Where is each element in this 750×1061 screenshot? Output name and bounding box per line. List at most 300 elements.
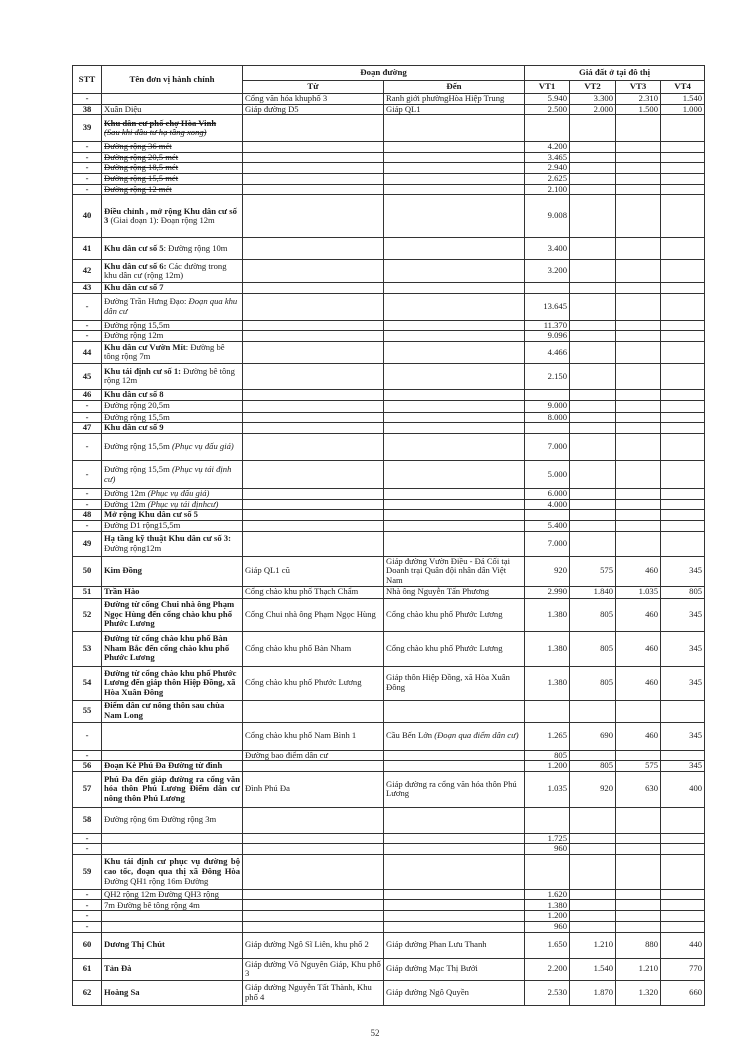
cell-vt2	[570, 531, 616, 556]
table-row	[73, 980, 705, 1005]
cell-vt4: 345	[661, 666, 705, 700]
cell-vt1: 1.380	[525, 666, 570, 700]
cell-vt2: 1.540	[570, 958, 616, 980]
cell-vt3: 460	[616, 556, 661, 586]
cell-from: Cổng chào khu phố Bàn Nham	[243, 631, 384, 666]
cell-to	[384, 412, 525, 423]
cell-vt1	[525, 807, 570, 833]
cell-from: Đường bao điểm dân cư	[243, 750, 384, 761]
cell-vt1: 2.150	[525, 363, 570, 389]
cell-vt1: 1.380	[525, 598, 570, 631]
cell-name-bold: Dương Thị Chút	[104, 939, 165, 950]
cell-vt4	[661, 833, 705, 844]
header-segment: Đoạn đường	[243, 66, 525, 81]
cell-from	[243, 283, 384, 294]
cell-stt: -	[73, 922, 102, 933]
cell-stt: 42	[73, 260, 102, 283]
cell-name-text: Đường rộng 18,5 mét	[104, 162, 179, 173]
cell-from	[243, 489, 384, 500]
cell-from	[243, 761, 384, 772]
table-row	[73, 531, 705, 556]
page-number: 52	[370, 1028, 380, 1038]
cell-vt3	[616, 499, 661, 510]
cell-vt2: 1.210	[570, 932, 616, 958]
cell-vt2: 575	[570, 556, 616, 586]
cell-stt: 38	[73, 104, 102, 115]
cell-stt: 56	[73, 761, 102, 772]
table-row	[73, 423, 705, 434]
cell-vt4: 805	[661, 586, 705, 598]
cell-from	[243, 900, 384, 911]
cell-vt3	[616, 152, 661, 163]
cell-to	[384, 556, 525, 586]
cell-stt: -	[73, 520, 102, 531]
cell-name	[102, 889, 243, 900]
cell-name-bold: Khu tái định cư phục vụ đường bộ cao tốc, đoạn qua thị xã Đông Hòa	[104, 856, 240, 877]
table-row	[73, 293, 705, 320]
cell-from	[243, 412, 384, 423]
table-row	[73, 750, 705, 761]
cell-name	[102, 932, 243, 958]
cell-name	[102, 293, 243, 320]
cell-vt1: 2.500	[525, 104, 570, 115]
cell-to	[384, 283, 525, 294]
cell-vt2	[570, 434, 616, 461]
cell-vt3: 460	[616, 631, 661, 666]
cell-vt2	[570, 461, 616, 489]
cell-name-bold: Tản Đà	[104, 963, 132, 974]
cell-name-text: : Đường rộng 10m	[163, 242, 228, 253]
cell-to	[384, 94, 525, 105]
cell-vt3	[616, 434, 661, 461]
cell-vt2	[570, 142, 616, 153]
cell-vt4	[661, 510, 705, 521]
cell-stt: -	[73, 499, 102, 510]
cell-vt1: 2.100	[525, 184, 570, 195]
cell-name-text: Đường rộng 12m	[104, 330, 164, 341]
cell-vt2: 805	[570, 761, 616, 772]
cell-stt: 46	[73, 389, 102, 400]
cell-vt1	[525, 510, 570, 521]
cell-from: Cổng chào khu phố Nam Bình 1	[243, 722, 384, 750]
cell-name	[102, 844, 243, 855]
header-from: Từ	[243, 81, 384, 94]
cell-name-bold: Đường từ cống Chui nhà ông Phạm Ngọc Hùng đến cổng chào khu phố Phước Lương	[104, 599, 235, 629]
cell-name	[102, 115, 243, 142]
cell-vt1: 5.940	[525, 94, 570, 105]
cell-vt1: 13.645	[525, 293, 570, 320]
cell-vt4	[661, 434, 705, 461]
cell-name-text: Đường 12m	[104, 488, 148, 499]
cell-vt3	[616, 389, 661, 400]
cell-name	[102, 911, 243, 922]
cell-to	[384, 750, 525, 761]
cell-vt3	[616, 461, 661, 489]
cell-vt4	[661, 341, 705, 363]
cell-vt2	[570, 260, 616, 283]
cell-name	[102, 807, 243, 833]
cell-name	[102, 238, 243, 260]
table-row	[73, 556, 705, 586]
cell-vt2	[570, 293, 616, 320]
cell-from	[243, 520, 384, 531]
cell-name-note: (Sau khi đầu tư hạ tầng xong)	[104, 127, 207, 138]
cell-vt3	[616, 400, 661, 412]
cell-to	[384, 510, 525, 521]
cell-vt2	[570, 854, 616, 889]
cell-stt: 62	[73, 980, 102, 1005]
cell-name	[102, 771, 243, 807]
cell-vt4	[661, 520, 705, 531]
table-row	[73, 499, 705, 510]
cell-stt: -	[73, 142, 102, 153]
cell-stt: -	[73, 722, 102, 750]
cell-from	[243, 833, 384, 844]
cell-vt3: 1.320	[616, 980, 661, 1005]
cell-vt2	[570, 499, 616, 510]
cell-stt: 49	[73, 531, 102, 556]
land-price-table	[72, 65, 705, 1006]
cell-vt1: 5.000	[525, 461, 570, 489]
cell-name	[102, 173, 243, 184]
table-row	[73, 94, 705, 105]
cell-name	[102, 598, 243, 631]
cell-vt1: 2.990	[525, 586, 570, 598]
cell-from: Cổng chào khu phố Phước Lương	[243, 666, 384, 700]
cell-vt3: 1.500	[616, 104, 661, 115]
cell-vt1: 1.380	[525, 900, 570, 911]
cell-vt3	[616, 142, 661, 153]
cell-to	[384, 173, 525, 184]
cell-name-italic: (Phục vụ đấu giá)	[147, 488, 210, 499]
cell-vt1: 1.200	[525, 761, 570, 772]
cell-to	[384, 520, 525, 531]
cell-stt: 50	[73, 556, 102, 586]
cell-vt3	[616, 807, 661, 833]
cell-vt1: 1.725	[525, 833, 570, 844]
cell-name-italic: (Phục vụ tái địnhcư)	[147, 499, 219, 509]
cell-vt1: 4.466	[525, 341, 570, 363]
cell-to	[384, 844, 525, 855]
table-row	[73, 932, 705, 958]
cell-vt3	[616, 341, 661, 363]
cell-stt: -	[73, 750, 102, 761]
cell-name-bold: Khu dân cư số 9	[104, 422, 164, 433]
cell-from	[243, 152, 384, 163]
cell-name	[102, 434, 243, 461]
cell-to	[384, 771, 525, 807]
cell-vt1: 920	[525, 556, 570, 586]
cell-vt4	[661, 400, 705, 412]
cell-vt4	[661, 412, 705, 423]
cell-name-text: Đường rộng 20,5m	[104, 400, 170, 411]
cell-vt1: 1.035	[525, 771, 570, 807]
cell-to	[384, 331, 525, 342]
cell-name	[102, 531, 243, 556]
table-row	[73, 700, 705, 722]
cell-vt3: 630	[616, 771, 661, 807]
cell-name	[102, 833, 243, 844]
cell-vt2	[570, 889, 616, 900]
cell-vt1	[525, 700, 570, 722]
table-row	[73, 958, 705, 980]
header-vt3: VT3	[616, 81, 661, 94]
cell-stt: 53	[73, 631, 102, 666]
cell-from	[243, 461, 384, 489]
cell-from	[243, 184, 384, 195]
cell-from: Cổng chào khu phố Thạch Chẩm	[243, 586, 384, 598]
cell-vt2	[570, 423, 616, 434]
cell-to	[384, 423, 525, 434]
cell-vt2: 805	[570, 631, 616, 666]
cell-name-bold: Khu dân cư số 8	[104, 389, 164, 399]
cell-name-italic: (Phục vụ tái định cư)	[104, 464, 232, 484]
cell-vt3	[616, 412, 661, 423]
cell-stt: 58	[73, 807, 102, 833]
cell-vt2	[570, 400, 616, 412]
cell-to	[384, 293, 525, 320]
table-row	[73, 807, 705, 833]
cell-vt1: 4.000	[525, 499, 570, 510]
table-row	[73, 889, 705, 900]
cell-vt1: 3.400	[525, 238, 570, 260]
cell-vt4	[661, 807, 705, 833]
cell-vt3	[616, 854, 661, 889]
cell-name-bold: Đoạn Kè Phú Đa Đường từ đình	[104, 760, 223, 771]
cell-name	[102, 363, 243, 389]
cell-from	[243, 510, 384, 521]
cell-vt1: 2.625	[525, 173, 570, 184]
cell-vt3	[616, 510, 661, 521]
cell-vt3	[616, 260, 661, 283]
cell-to	[384, 598, 525, 631]
cell-name	[102, 331, 243, 342]
cell-vt4	[661, 173, 705, 184]
cell-to	[384, 163, 525, 174]
cell-to	[384, 341, 525, 363]
table-row	[73, 900, 705, 911]
cell-name-italic: (Phục vụ đấu giá)	[171, 441, 234, 452]
cell-from: Giáp đường Ngô Sĩ Liên, khu phố 2	[243, 932, 384, 958]
cell-vt1: 11.370	[525, 320, 570, 331]
table-row	[73, 341, 705, 363]
cell-vt3	[616, 363, 661, 389]
cell-to-text: Giáp đường Ngô Quyền	[386, 986, 469, 997]
cell-stt: -	[73, 400, 102, 412]
cell-name	[102, 499, 243, 510]
table-row	[73, 520, 705, 531]
cell-from	[243, 260, 384, 283]
cell-name-bold: Hạ tầng kỹ thuật Khu dân cư số 3:	[104, 532, 231, 543]
cell-vt4	[661, 260, 705, 283]
cell-name	[102, 922, 243, 933]
cell-vt1: 9.096	[525, 331, 570, 342]
cell-vt3: 575	[616, 761, 661, 772]
cell-vt2	[570, 807, 616, 833]
cell-vt2	[570, 389, 616, 400]
cell-to	[384, 115, 525, 142]
cell-from: Giáp đường Võ Nguyên Giáp, Khu phố 3	[243, 958, 384, 980]
cell-vt2: 805	[570, 666, 616, 700]
cell-to	[384, 666, 525, 700]
cell-vt3: 1.210	[616, 958, 661, 980]
cell-from	[243, 389, 384, 400]
cell-from: Giáp QL1 cũ	[243, 556, 384, 586]
cell-name	[102, 142, 243, 153]
header-vt2: VT2	[570, 81, 616, 94]
cell-to	[384, 586, 525, 598]
cell-stt: -	[73, 184, 102, 195]
cell-stt: 40	[73, 195, 102, 238]
cell-vt4	[661, 911, 705, 922]
cell-vt4	[661, 423, 705, 434]
cell-vt1	[525, 854, 570, 889]
cell-to	[384, 104, 525, 115]
cell-vt4	[661, 700, 705, 722]
cell-name-bold: Đường từ cổng chào khu phố Phước Lương đến giáp thôn Hiệp Đồng, xã Hòa Xuân Đông	[104, 667, 237, 697]
cell-name	[102, 489, 243, 500]
table-row	[73, 844, 705, 855]
cell-stt: -	[73, 94, 102, 105]
cell-vt2	[570, 700, 616, 722]
cell-to	[384, 260, 525, 283]
header-name: Tên đơn vị hành chính	[102, 66, 243, 94]
cell-vt1: 7.000	[525, 434, 570, 461]
cell-from	[243, 700, 384, 722]
cell-name-text: Khu dân cư phố chợ Hòa Vinh	[104, 117, 217, 128]
cell-to	[384, 184, 525, 195]
cell-name-text: Đường rộng 20,5 mét	[104, 152, 179, 162]
cell-vt4	[661, 184, 705, 195]
cell-to	[384, 363, 525, 389]
cell-name-text: Đường rộng 36 mét	[104, 141, 172, 152]
cell-stt: 61	[73, 958, 102, 980]
cell-vt2	[570, 510, 616, 521]
cell-name-text: Đường bê tông rộng 12m	[104, 365, 235, 386]
cell-stt: 57	[73, 771, 102, 807]
cell-vt4	[661, 195, 705, 238]
cell-from: Giáp đường Nguyễn Tất Thành, Khu phố 4	[243, 980, 384, 1005]
cell-to	[384, 631, 525, 666]
cell-vt4: 440	[661, 932, 705, 958]
cell-from	[243, 531, 384, 556]
cell-vt1: 5.400	[525, 520, 570, 531]
table-row	[73, 761, 705, 772]
cell-name	[102, 389, 243, 400]
header-vt4: VT4	[661, 81, 705, 94]
cell-stt: 52	[73, 598, 102, 631]
cell-name-bold: Khu dân cư số 6:	[104, 260, 167, 271]
cell-name-bold: Điểm dân cư nông thôn sau chùa Nam Long	[104, 700, 225, 720]
cell-vt3	[616, 520, 661, 531]
cell-to-text: Giáp thôn Hiệp Đồng, xã Hòa Xuân Đông	[386, 672, 510, 692]
cell-name	[102, 510, 243, 521]
cell-to	[384, 499, 525, 510]
cell-from	[243, 854, 384, 889]
cell-from	[243, 922, 384, 933]
cell-vt2	[570, 184, 616, 195]
cell-vt2	[570, 195, 616, 238]
cell-vt2	[570, 363, 616, 389]
cell-vt2	[570, 412, 616, 423]
cell-name-bold: Kim Đồng	[104, 565, 142, 576]
cell-name	[102, 761, 243, 772]
cell-vt4	[661, 152, 705, 163]
cell-from	[243, 889, 384, 900]
cell-from	[243, 195, 384, 238]
cell-vt4	[661, 461, 705, 489]
cell-to-text: Giáp đường Vườn Điều - Đá Cối tại Doanh trại Quân đội nhân dân Việt Nam	[386, 556, 510, 585]
cell-from	[243, 844, 384, 855]
cell-name-text: Đường rộng12m	[104, 542, 162, 553]
cell-vt2	[570, 163, 616, 174]
cell-from	[243, 238, 384, 260]
cell-name-text: Đường rộng 15,5m	[104, 412, 170, 422]
cell-from: Cổng văn hóa khuphố 3	[243, 94, 384, 105]
cell-to-italic: (Đoạn qua điểm dân cư)	[434, 730, 519, 741]
cell-name	[102, 520, 243, 531]
cell-stt: 41	[73, 238, 102, 260]
cell-name	[102, 283, 243, 294]
cell-vt2	[570, 911, 616, 922]
table-row	[73, 412, 705, 423]
cell-name	[102, 320, 243, 331]
cell-to	[384, 142, 525, 153]
cell-name	[102, 586, 243, 598]
cell-stt: 44	[73, 341, 102, 363]
table-row	[73, 184, 705, 195]
cell-from	[243, 807, 384, 833]
cell-stt: -	[73, 331, 102, 342]
cell-name-bold: Khu dân cư số 7	[104, 282, 164, 293]
cell-name-bold: Khu tái định cư số 1:	[104, 365, 182, 376]
cell-vt1: 1.265	[525, 722, 570, 750]
cell-vt1: 9.000	[525, 400, 570, 412]
cell-vt4	[661, 293, 705, 320]
cell-vt2	[570, 173, 616, 184]
cell-name-text: Đường 12m	[104, 499, 148, 509]
cell-vt3: 460	[616, 598, 661, 631]
cell-to-text: Giáp đường Mạc Thị Bưởi	[386, 963, 478, 974]
cell-vt2	[570, 833, 616, 844]
cell-to-text: Ranh giới phườngHòa Hiệp Trung	[386, 93, 505, 103]
cell-name	[102, 260, 243, 283]
cell-name	[102, 163, 243, 174]
cell-stt: -	[73, 293, 102, 320]
cell-vt3: 460	[616, 722, 661, 750]
cell-vt3	[616, 184, 661, 195]
table-row	[73, 666, 705, 700]
cell-to	[384, 489, 525, 500]
cell-name	[102, 94, 243, 105]
cell-vt3	[616, 900, 661, 911]
cell-from	[243, 293, 384, 320]
cell-name-text: Các đường trong khu dân cư (rộng 12m)	[104, 260, 227, 281]
cell-vt4	[661, 854, 705, 889]
cell-stt: -	[73, 412, 102, 423]
cell-name-text: Đường rộng 15,5m	[104, 320, 170, 330]
cell-vt3	[616, 195, 661, 238]
table-row	[73, 320, 705, 331]
cell-vt2	[570, 341, 616, 363]
cell-vt4: 400	[661, 771, 705, 807]
cell-vt4	[661, 115, 705, 142]
cell-from	[243, 173, 384, 184]
cell-to-text: Cổng chào khu phố Phước Lương	[386, 642, 503, 653]
cell-to	[384, 400, 525, 412]
table-row	[73, 389, 705, 400]
cell-name-bold: Trần Hào	[104, 586, 140, 597]
